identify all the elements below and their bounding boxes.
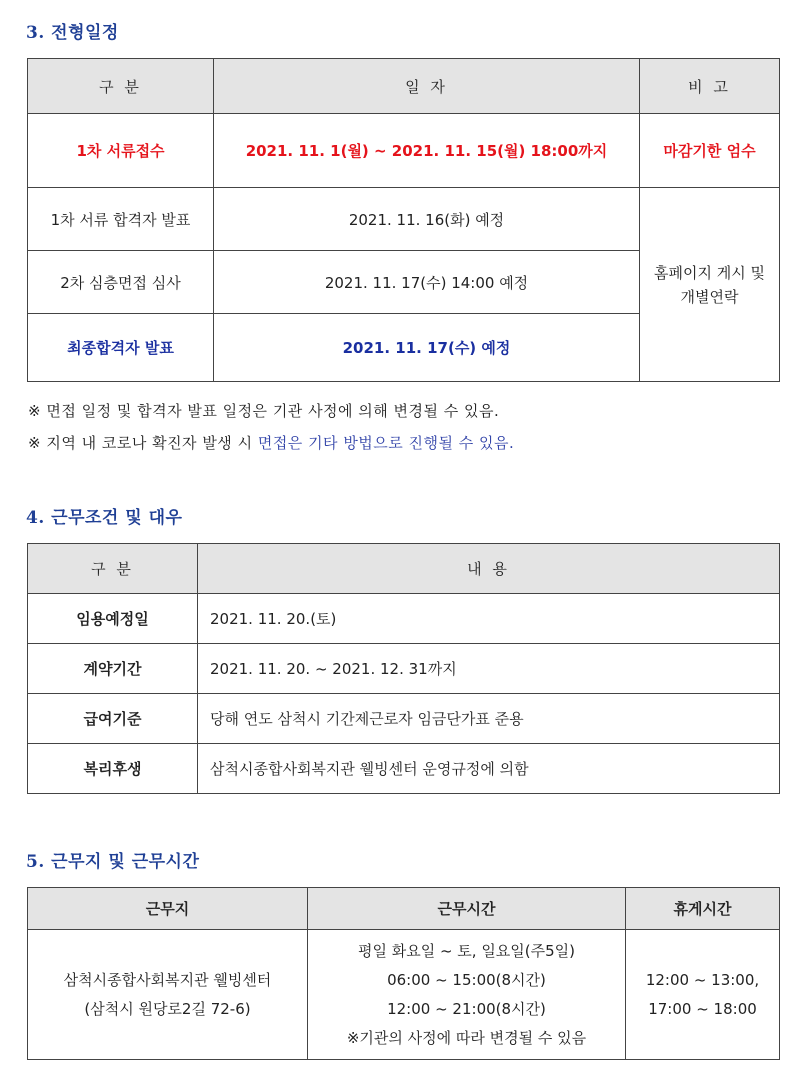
condition-value: 2021. 11. 20. ~ 2021. 12. 31까지 bbox=[198, 644, 780, 694]
schedule-category: 1차 서류접수 bbox=[28, 114, 214, 188]
table-row bbox=[28, 930, 780, 1060]
conditions-table bbox=[27, 543, 780, 794]
schedule-header-date: 일 자 bbox=[214, 59, 640, 114]
section4-heading: 4. 근무조건 및 대우 bbox=[26, 508, 183, 528]
workplace-header-break: 휴게시간 bbox=[626, 888, 780, 930]
schedule-note-1: ※ 면접 일정 및 합격자 발표 일정은 기관 사정에 의해 변경될 수 있음. bbox=[28, 402, 500, 420]
table-row bbox=[28, 644, 780, 694]
condition-value: 2021. 11. 20.(토) bbox=[198, 594, 780, 644]
conditions-header-content: 내 용 bbox=[198, 544, 780, 594]
merged-note-line2: 개별연락 bbox=[680, 287, 739, 306]
note-2-highlight: 면접은 기타 방법으로 진행될 수 있음. bbox=[257, 434, 515, 452]
schedule-merged-note bbox=[640, 188, 780, 382]
schedule-category: 1차 서류 합격자 발표 bbox=[28, 188, 214, 251]
break-time-line: 17:00 ~ 18:00 bbox=[648, 999, 757, 1018]
table-row bbox=[28, 188, 780, 251]
schedule-date: 2021. 11. 16(화) 예정 bbox=[214, 188, 640, 251]
section5-heading: 5. 근무지 및 근무시간 bbox=[26, 852, 200, 872]
work-hours-line: 12:00 ~ 21:00(8시간) bbox=[387, 999, 546, 1018]
condition-value: 당해 연도 삼척시 기간제근로자 임금단가표 준용 bbox=[198, 694, 780, 744]
schedule-note-2 bbox=[28, 432, 514, 453]
workplace-header-hours: 근무시간 bbox=[308, 888, 626, 930]
schedule-header-category: 구 분 bbox=[28, 59, 214, 114]
workplace-table bbox=[27, 887, 780, 1060]
condition-label: 임용예정일 bbox=[28, 594, 198, 644]
break-time-cell bbox=[626, 930, 780, 1060]
workplace-address: (삼척시 원당로2길 72-6) bbox=[84, 999, 251, 1018]
schedule-note: 마감기한 엄수 bbox=[640, 114, 780, 188]
workplace-cell bbox=[28, 930, 308, 1060]
table-row bbox=[28, 114, 780, 188]
conditions-header-category: 구 분 bbox=[28, 544, 198, 594]
work-hours-cell bbox=[308, 930, 626, 1060]
note-2-prefix: ※ 지역 내 코로나 확진자 발생 시 bbox=[28, 434, 258, 452]
table-row bbox=[28, 694, 780, 744]
merged-note-line1: 홈페이지 게시 및 bbox=[654, 263, 765, 282]
condition-value: 삼척시종합사회복지관 웰빙센터 운영규정에 의함 bbox=[198, 744, 780, 794]
workplace-header-place: 근무지 bbox=[28, 888, 308, 930]
schedule-category: 2차 심층면접 심사 bbox=[28, 251, 214, 314]
schedule-table bbox=[27, 58, 780, 382]
schedule-date: 2021. 11. 17(수) 예정 bbox=[214, 314, 640, 382]
workplace-name: 삼척시종합사회복지관 웰빙센터 bbox=[63, 970, 272, 989]
table-row bbox=[28, 594, 780, 644]
work-hours-line: 평일 화요일 ~ 토, 일요일(주5일) bbox=[357, 941, 576, 960]
schedule-header-note: 비 고 bbox=[640, 59, 780, 114]
condition-label: 급여기준 bbox=[28, 694, 198, 744]
schedule-category: 최종합격자 발표 bbox=[28, 314, 214, 382]
condition-label: 계약기간 bbox=[28, 644, 198, 694]
work-hours-line: ※기관의 사정에 따라 변경될 수 있음 bbox=[346, 1028, 587, 1047]
section3-heading: 3. 전형일정 bbox=[26, 23, 119, 43]
condition-label: 복리후생 bbox=[28, 744, 198, 794]
schedule-date: 2021. 11. 1(월) ~ 2021. 11. 15(월) 18:00까지 bbox=[214, 114, 640, 188]
table-row bbox=[28, 744, 780, 794]
break-time-line: 12:00 ~ 13:00, bbox=[645, 970, 760, 989]
schedule-date: 2021. 11. 17(수) 14:00 예정 bbox=[214, 251, 640, 314]
work-hours-line: 06:00 ~ 15:00(8시간) bbox=[387, 970, 546, 989]
